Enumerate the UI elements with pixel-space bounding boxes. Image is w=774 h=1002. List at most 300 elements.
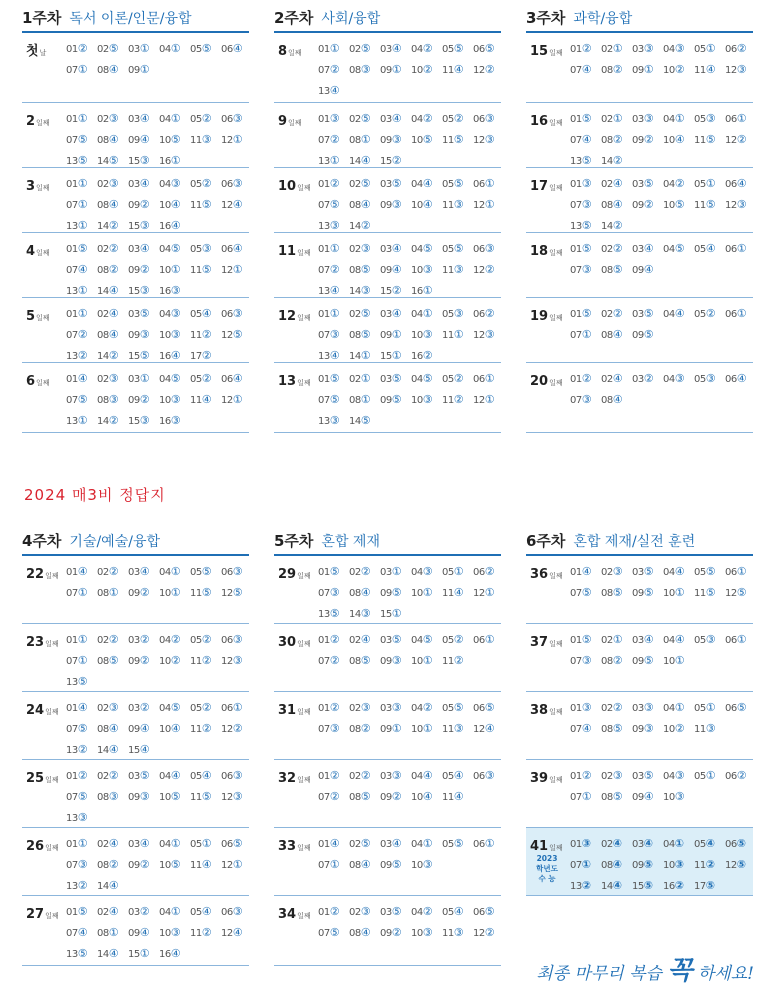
answer-item bbox=[221, 175, 252, 194]
question-number: 07 bbox=[66, 588, 78, 599]
answer-item bbox=[318, 305, 349, 324]
answer-item bbox=[601, 856, 632, 875]
question-number: 04 bbox=[411, 635, 423, 646]
question-number: 09 bbox=[632, 656, 644, 667]
answer-choice: ① bbox=[77, 414, 88, 427]
question-number: 16 bbox=[663, 881, 675, 892]
answer-item bbox=[442, 563, 473, 582]
question-number: 04 bbox=[411, 907, 423, 918]
answer-choice: ⑤ bbox=[201, 263, 212, 276]
day-number: 3 bbox=[26, 179, 36, 194]
answer-item bbox=[97, 741, 128, 760]
answer-choice: ② bbox=[329, 790, 340, 803]
day-suffix: 일째 bbox=[45, 912, 59, 920]
question-number: 01 bbox=[66, 703, 78, 714]
answer-choice: ④ bbox=[705, 242, 716, 255]
question-number: 09 bbox=[632, 860, 644, 871]
answer-choice: ① bbox=[232, 701, 243, 714]
answer-choice: ③ bbox=[705, 722, 716, 735]
answer-item bbox=[411, 370, 442, 389]
question-number: 08 bbox=[97, 135, 109, 146]
answer-item bbox=[97, 370, 128, 389]
question-number: 04 bbox=[411, 703, 423, 714]
answer-choice: ① bbox=[391, 328, 402, 341]
answer-choice: ② bbox=[232, 722, 243, 735]
answer-choice: ⑤ bbox=[612, 722, 623, 735]
answer-choice: ④ bbox=[581, 63, 592, 76]
answer-item bbox=[601, 563, 632, 582]
question-number: 13 bbox=[66, 813, 78, 824]
answer-choice: ⑤ bbox=[705, 133, 716, 146]
answer-item bbox=[411, 767, 442, 786]
question-number: 11 bbox=[190, 724, 202, 735]
answer-choice: ③ bbox=[643, 722, 654, 735]
answer-choice: ① bbox=[170, 42, 181, 55]
answer-item bbox=[442, 788, 473, 807]
question-number: 10 bbox=[159, 928, 171, 939]
answer-choice: ④ bbox=[139, 722, 150, 735]
answer-choice: ④ bbox=[329, 284, 340, 297]
answer-item bbox=[411, 40, 442, 59]
answer-item bbox=[663, 61, 694, 80]
answer-choice: ② bbox=[77, 743, 88, 756]
question-number: 03 bbox=[380, 114, 392, 125]
answer-item bbox=[411, 131, 442, 150]
day-label bbox=[26, 903, 66, 922]
answer-item bbox=[663, 196, 694, 215]
answer-item bbox=[473, 370, 504, 389]
question-number: 12 bbox=[221, 200, 233, 211]
question-number: 07 bbox=[570, 656, 582, 667]
question-number: 04 bbox=[663, 114, 675, 125]
answer-choice: ⑤ bbox=[422, 242, 433, 255]
answer-item bbox=[128, 40, 159, 59]
answer-item bbox=[442, 40, 473, 59]
question-number: 16 bbox=[159, 286, 171, 297]
answer-choice: ④ bbox=[201, 307, 212, 320]
answer-item bbox=[66, 673, 97, 692]
answer-item bbox=[128, 196, 159, 215]
question-number: 05 bbox=[694, 114, 706, 125]
question-number: 05 bbox=[190, 907, 202, 918]
answer-item bbox=[128, 412, 159, 431]
question-number: 01 bbox=[318, 114, 330, 125]
question-number: 13 bbox=[318, 221, 330, 232]
answer-item bbox=[221, 131, 252, 150]
answer-choice: ⑤ bbox=[360, 263, 371, 276]
answer-choice: ① bbox=[139, 63, 150, 76]
question-number: 07 bbox=[570, 792, 582, 803]
answer-choice: ④ bbox=[77, 565, 88, 578]
answer-choice: ① bbox=[453, 565, 464, 578]
day-label bbox=[26, 631, 66, 650]
answer-list bbox=[66, 903, 252, 964]
day-label bbox=[530, 240, 570, 259]
answer-item bbox=[128, 563, 159, 582]
answer-item bbox=[97, 391, 128, 410]
question-number: 03 bbox=[128, 179, 140, 190]
answer-choice: ⑤ bbox=[360, 328, 371, 341]
answer-choice: ② bbox=[329, 133, 340, 146]
answer-item bbox=[349, 240, 380, 259]
day-suffix: 일째 bbox=[45, 844, 59, 852]
answer-choice: ① bbox=[484, 372, 495, 385]
day-suffix: 일째 bbox=[549, 708, 563, 716]
answer-item bbox=[601, 261, 632, 280]
answer-choice: ② bbox=[201, 328, 212, 341]
answer-choice: ④ bbox=[674, 133, 685, 146]
question-number: 08 bbox=[349, 395, 361, 406]
answer-choice: ② bbox=[453, 372, 464, 385]
answer-item bbox=[128, 61, 159, 80]
answer-item bbox=[380, 652, 411, 671]
answer-item bbox=[442, 699, 473, 718]
question-number: 01 bbox=[570, 179, 582, 190]
answer-choice: ⑤ bbox=[360, 654, 371, 667]
answer-choice: ③ bbox=[581, 837, 592, 850]
answer-key-banner: 2024 매3비 정답지 bbox=[24, 486, 166, 504]
answer-item bbox=[380, 261, 411, 280]
question-number: 10 bbox=[411, 330, 423, 341]
question-number: 11 bbox=[190, 656, 202, 667]
answer-item bbox=[632, 370, 663, 389]
answer-choice: ① bbox=[108, 586, 119, 599]
question-number: 10 bbox=[159, 265, 171, 276]
answer-choice: ① bbox=[329, 154, 340, 167]
answer-choice: ④ bbox=[201, 393, 212, 406]
question-number: 13 bbox=[318, 609, 330, 620]
question-number: 07 bbox=[570, 135, 582, 146]
answer-item bbox=[318, 370, 349, 389]
answer-item bbox=[159, 631, 190, 650]
answer-item bbox=[663, 370, 694, 389]
answer-item bbox=[318, 584, 349, 603]
question-number: 05 bbox=[694, 703, 706, 714]
answer-item bbox=[349, 924, 380, 943]
day-label bbox=[26, 370, 66, 389]
answer-choice: ④ bbox=[612, 879, 623, 892]
answer-item bbox=[349, 835, 380, 854]
answer-item bbox=[570, 261, 601, 280]
question-number: 08 bbox=[349, 200, 361, 211]
question-number: 04 bbox=[663, 839, 675, 850]
answer-choice: ⑤ bbox=[705, 879, 716, 892]
answer-choice: ① bbox=[612, 633, 623, 646]
question-number: 01 bbox=[318, 309, 330, 320]
answer-item bbox=[159, 391, 190, 410]
answer-choice: ④ bbox=[329, 84, 340, 97]
question-number: 08 bbox=[97, 656, 109, 667]
question-number: 06 bbox=[473, 244, 485, 255]
answer-item bbox=[725, 40, 756, 59]
answer-item bbox=[411, 563, 442, 582]
answer-choice: ④ bbox=[612, 858, 623, 871]
answer-choice: ③ bbox=[453, 263, 464, 276]
question-number: 08 bbox=[349, 656, 361, 667]
answer-item bbox=[128, 240, 159, 259]
answer-choice: ⑤ bbox=[391, 858, 402, 871]
answer-item bbox=[380, 699, 411, 718]
question-number: 11 bbox=[190, 330, 202, 341]
day-number: 32 bbox=[278, 771, 297, 786]
answer-choice: ④ bbox=[643, 633, 654, 646]
answer-choice: ④ bbox=[643, 242, 654, 255]
answer-choice: ② bbox=[360, 722, 371, 735]
answer-item bbox=[632, 788, 663, 807]
answer-choice: ② bbox=[329, 769, 340, 782]
answer-choice: ⑤ bbox=[643, 879, 654, 892]
answer-choice: ② bbox=[139, 858, 150, 871]
question-number: 03 bbox=[128, 567, 140, 578]
day-label bbox=[530, 370, 570, 389]
answer-item bbox=[97, 767, 128, 786]
answer-choice: ① bbox=[484, 586, 495, 599]
answer-choice: ② bbox=[612, 154, 623, 167]
week-title: 사회/융합 bbox=[321, 11, 381, 27]
question-number: 09 bbox=[632, 792, 644, 803]
answer-item bbox=[725, 240, 756, 259]
answer-choice: ⑤ bbox=[643, 565, 654, 578]
answer-item bbox=[411, 61, 442, 80]
answer-choice: ⑤ bbox=[612, 790, 623, 803]
question-number: 03 bbox=[380, 244, 392, 255]
day-block bbox=[22, 233, 249, 298]
day-number: 29 bbox=[278, 567, 297, 582]
answer-choice: ④ bbox=[108, 837, 119, 850]
day-block bbox=[526, 233, 753, 298]
day-number: 41 bbox=[530, 839, 549, 854]
question-number: 07 bbox=[318, 588, 330, 599]
question-number: 02 bbox=[97, 179, 109, 190]
answer-item bbox=[632, 835, 663, 854]
answer-choice: ③ bbox=[581, 263, 592, 276]
question-number: 06 bbox=[221, 567, 233, 578]
answer-choice: ④ bbox=[108, 284, 119, 297]
answer-choice: ① bbox=[77, 284, 88, 297]
day-block bbox=[526, 363, 753, 433]
answer-item bbox=[128, 110, 159, 129]
answer-item bbox=[725, 131, 756, 150]
question-number: 14 bbox=[601, 156, 613, 167]
answer-choice: ① bbox=[232, 393, 243, 406]
week-number: 1주차 bbox=[22, 9, 62, 27]
answer-choice: ② bbox=[422, 905, 433, 918]
answer-choice: ⑤ bbox=[108, 654, 119, 667]
answer-item bbox=[380, 903, 411, 922]
question-number: 05 bbox=[442, 703, 454, 714]
answer-choice: ⑤ bbox=[77, 393, 88, 406]
answer-item bbox=[570, 391, 601, 410]
answer-item bbox=[190, 196, 221, 215]
answer-choice: ⑤ bbox=[329, 607, 340, 620]
answer-item bbox=[190, 652, 221, 671]
answer-choice: ② bbox=[329, 263, 340, 276]
answer-choice: ② bbox=[612, 701, 623, 714]
answer-item bbox=[380, 856, 411, 875]
answer-choice: ② bbox=[201, 926, 212, 939]
question-number: 07 bbox=[318, 200, 330, 211]
question-number: 05 bbox=[442, 44, 454, 55]
week-title: 기술/예술/융합 bbox=[69, 534, 160, 550]
question-number: 09 bbox=[380, 395, 392, 406]
question-number: 02 bbox=[349, 635, 361, 646]
question-number: 09 bbox=[128, 135, 140, 146]
question-number: 05 bbox=[190, 114, 202, 125]
question-number: 06 bbox=[725, 44, 737, 55]
day-number: 26 bbox=[26, 839, 45, 854]
answer-choice: ② bbox=[201, 722, 212, 735]
answer-item bbox=[349, 196, 380, 215]
answer-choice: ② bbox=[422, 701, 433, 714]
answer-choice: ④ bbox=[643, 790, 654, 803]
answer-choice: ② bbox=[391, 154, 402, 167]
answer-choice: ③ bbox=[170, 328, 181, 341]
question-number: 04 bbox=[411, 179, 423, 190]
day-label bbox=[278, 563, 318, 582]
answer-choice: ② bbox=[77, 42, 88, 55]
question-number: 01 bbox=[570, 635, 582, 646]
question-number: 08 bbox=[349, 792, 361, 803]
answer-item bbox=[97, 131, 128, 150]
question-number: 14 bbox=[601, 881, 613, 892]
answer-choice: ④ bbox=[232, 926, 243, 939]
question-number: 05 bbox=[190, 635, 202, 646]
question-number: 07 bbox=[570, 200, 582, 211]
answer-choice: ⑤ bbox=[232, 837, 243, 850]
answer-item bbox=[349, 563, 380, 582]
answer-item bbox=[128, 720, 159, 739]
answer-choice: ③ bbox=[705, 112, 716, 125]
question-number: 06 bbox=[725, 179, 737, 190]
answer-list bbox=[570, 40, 756, 80]
answer-choice: ③ bbox=[581, 654, 592, 667]
question-number: 10 bbox=[663, 135, 675, 146]
question-number: 05 bbox=[442, 374, 454, 385]
question-number: 02 bbox=[601, 839, 613, 850]
answer-choice: ③ bbox=[484, 133, 495, 146]
day-label bbox=[26, 240, 66, 259]
week-column bbox=[526, 529, 753, 966]
question-number: 02 bbox=[349, 907, 361, 918]
question-number: 05 bbox=[442, 567, 454, 578]
answer-item bbox=[159, 196, 190, 215]
answer-item bbox=[128, 370, 159, 389]
question-number: 04 bbox=[663, 635, 675, 646]
day-label bbox=[278, 110, 318, 129]
question-number: 10 bbox=[159, 792, 171, 803]
question-number: 11 bbox=[442, 792, 454, 803]
answer-choice: ④ bbox=[453, 586, 464, 599]
answer-item bbox=[601, 391, 632, 410]
day-block bbox=[22, 896, 249, 966]
answer-item bbox=[190, 110, 221, 129]
answer-item bbox=[442, 924, 473, 943]
question-number: 05 bbox=[190, 703, 202, 714]
day-number: 33 bbox=[278, 839, 297, 854]
answer-item bbox=[349, 856, 380, 875]
answer-choice: ② bbox=[736, 133, 747, 146]
answer-choice: ③ bbox=[643, 42, 654, 55]
answer-choice: ① bbox=[581, 790, 592, 803]
answer-choice: ④ bbox=[360, 586, 371, 599]
question-number: 03 bbox=[632, 374, 644, 385]
answer-choice: ① bbox=[422, 284, 433, 297]
question-number: 05 bbox=[694, 771, 706, 782]
question-number: 11 bbox=[694, 724, 706, 735]
answer-item bbox=[601, 631, 632, 650]
day-suffix: 일째 bbox=[297, 708, 311, 716]
answer-choice: ④ bbox=[674, 633, 685, 646]
day-number: 19 bbox=[530, 309, 549, 324]
answer-item bbox=[66, 563, 97, 582]
answer-item bbox=[442, 110, 473, 129]
answer-choice: ③ bbox=[674, 790, 685, 803]
question-number: 10 bbox=[663, 724, 675, 735]
answer-choice: ⑤ bbox=[581, 154, 592, 167]
question-number: 11 bbox=[442, 135, 454, 146]
answer-choice: ② bbox=[139, 198, 150, 211]
question-number: 13 bbox=[66, 881, 78, 892]
answer-item bbox=[601, 370, 632, 389]
question-number: 14 bbox=[97, 949, 109, 960]
answer-list bbox=[318, 305, 504, 366]
answer-choice: ② bbox=[612, 654, 623, 667]
answer-item bbox=[380, 40, 411, 59]
answer-item bbox=[570, 61, 601, 80]
week-number: 3주차 bbox=[526, 9, 566, 27]
question-number: 07 bbox=[570, 724, 582, 735]
answer-list bbox=[570, 110, 756, 171]
question-number: 06 bbox=[725, 309, 737, 320]
question-number: 13 bbox=[318, 156, 330, 167]
day-number: 31 bbox=[278, 703, 297, 718]
answer-item bbox=[66, 945, 97, 964]
day-number: 30 bbox=[278, 635, 297, 650]
answer-item bbox=[442, 175, 473, 194]
answer-choice: ⑤ bbox=[736, 837, 747, 850]
answer-choice: ③ bbox=[139, 219, 150, 232]
answer-choice: ③ bbox=[453, 198, 464, 211]
answer-choice: ② bbox=[329, 701, 340, 714]
answer-item bbox=[221, 240, 252, 259]
answer-item bbox=[473, 835, 504, 854]
question-number: 03 bbox=[128, 907, 140, 918]
day-number: 38 bbox=[530, 703, 549, 718]
answer-item bbox=[442, 196, 473, 215]
question-number: 09 bbox=[632, 588, 644, 599]
answer-choice: ④ bbox=[77, 701, 88, 714]
question-number: 08 bbox=[601, 265, 613, 276]
question-number: 05 bbox=[694, 567, 706, 578]
answer-item bbox=[349, 720, 380, 739]
answer-item bbox=[632, 110, 663, 129]
question-number: 14 bbox=[349, 156, 361, 167]
answer-list bbox=[570, 370, 756, 410]
answer-choice: ① bbox=[108, 926, 119, 939]
answer-choice: ① bbox=[736, 565, 747, 578]
question-number: 07 bbox=[318, 65, 330, 76]
answer-choice: ② bbox=[108, 858, 119, 871]
answer-choice: ① bbox=[77, 198, 88, 211]
answer-choice: ⑤ bbox=[329, 198, 340, 211]
question-number: 08 bbox=[97, 200, 109, 211]
answer-choice: ④ bbox=[484, 722, 495, 735]
answer-choice: ③ bbox=[453, 722, 464, 735]
answer-choice: ② bbox=[329, 63, 340, 76]
day-number: 18 bbox=[530, 244, 549, 259]
answer-choice: ① bbox=[422, 654, 433, 667]
day-block bbox=[274, 168, 501, 233]
